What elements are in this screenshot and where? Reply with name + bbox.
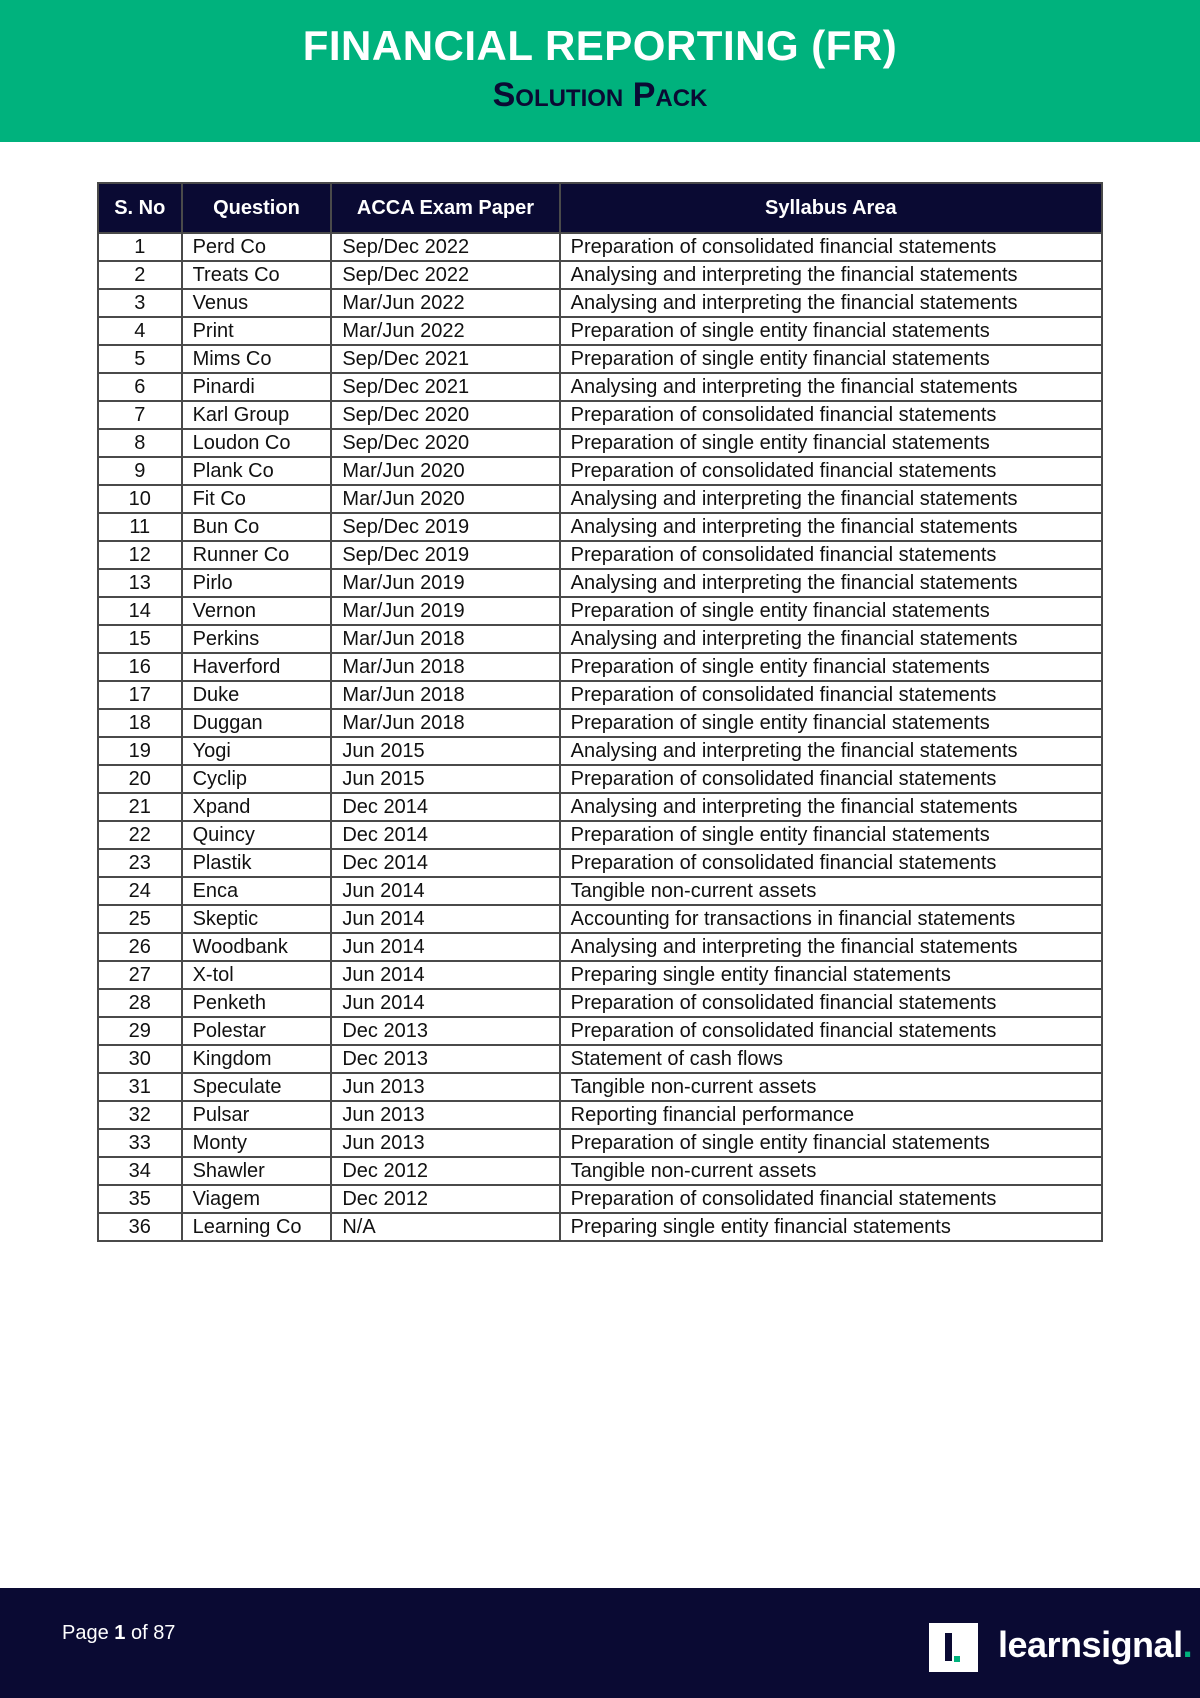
- cell-exam-paper: Jun 2015: [331, 737, 559, 765]
- page-total: 87: [153, 1622, 176, 1644]
- cell-syllabus-area: Analysing and interpreting the financial statements: [560, 373, 1102, 401]
- cell-exam-paper: Jun 2014: [331, 961, 559, 989]
- page-of: of: [125, 1622, 154, 1644]
- cell-exam-paper: Mar/Jun 2020: [331, 485, 559, 513]
- cell-exam-paper: Sep/Dec 2019: [331, 513, 559, 541]
- cell-exam-paper: Mar/Jun 2019: [331, 597, 559, 625]
- brand-logotype: [998, 1624, 1192, 1666]
- cell-exam-paper: Mar/Jun 2020: [331, 457, 559, 485]
- cell-syllabus-area: Preparation of single entity financial statements: [560, 821, 1102, 849]
- cell-question: Enca: [182, 877, 332, 905]
- cell-sno: 26: [98, 933, 182, 961]
- cell-exam-paper: Jun 2014: [331, 933, 559, 961]
- table-row: [98, 597, 1102, 625]
- table-row: [98, 737, 1102, 765]
- page-prefix: Page: [62, 1622, 115, 1644]
- table-row: [98, 261, 1102, 289]
- logo-bar: [945, 1633, 952, 1661]
- page-header: [0, 0, 1200, 142]
- cell-exam-paper: Dec 2012: [331, 1157, 559, 1185]
- cell-exam-paper: Jun 2014: [331, 905, 559, 933]
- cell-sno: 10: [98, 485, 182, 513]
- cell-question: Speculate: [182, 1073, 332, 1101]
- cell-sno: 2: [98, 261, 182, 289]
- cell-sno: 31: [98, 1073, 182, 1101]
- cell-exam-paper: Mar/Jun 2018: [331, 681, 559, 709]
- cell-sno: 14: [98, 597, 182, 625]
- table-row: [98, 401, 1102, 429]
- table-header-row: [98, 183, 1102, 233]
- cell-syllabus-area: Analysing and interpreting the financial statements: [560, 625, 1102, 653]
- table-body: [98, 233, 1102, 1241]
- cell-sno: 32: [98, 1101, 182, 1129]
- cell-question: Treats Co: [182, 261, 332, 289]
- table-row: [98, 317, 1102, 345]
- table-row: [98, 541, 1102, 569]
- cell-sno: 19: [98, 737, 182, 765]
- cell-syllabus-area: Preparation of consolidated financial statements: [560, 765, 1102, 793]
- table-row: [98, 989, 1102, 1017]
- cell-syllabus-area: Preparation of consolidated financial statements: [560, 989, 1102, 1017]
- cell-syllabus-area: Preparation of consolidated financial statements: [560, 457, 1102, 485]
- cell-question: Pirlo: [182, 569, 332, 597]
- cell-sno: 8: [98, 429, 182, 457]
- column-header-syllabus-area: Syllabus Area: [560, 183, 1102, 233]
- cell-syllabus-area: Accounting for transactions in financial statements: [560, 905, 1102, 933]
- cell-question: Perd Co: [182, 233, 332, 261]
- cell-sno: 21: [98, 793, 182, 821]
- document-subtitle: Solution Pack: [492, 76, 708, 114]
- cell-sno: 12: [98, 541, 182, 569]
- cell-syllabus-area: Preparing single entity financial statements: [560, 1213, 1102, 1241]
- cell-syllabus-area: Analysing and interpreting the financial statements: [560, 793, 1102, 821]
- table-row: [98, 1017, 1102, 1045]
- cell-question: Karl Group: [182, 401, 332, 429]
- cell-question: Duke: [182, 681, 332, 709]
- cell-exam-paper: Sep/Dec 2020: [331, 429, 559, 457]
- cell-sno: 24: [98, 877, 182, 905]
- cell-sno: 5: [98, 345, 182, 373]
- cell-exam-paper: Dec 2014: [331, 849, 559, 877]
- cell-syllabus-area: Preparation of consolidated financial statements: [560, 681, 1102, 709]
- page-number: [62, 1622, 175, 1645]
- cell-question: Skeptic: [182, 905, 332, 933]
- learnsignal-logo-icon: [929, 1623, 978, 1672]
- table-row: [98, 1213, 1102, 1241]
- table-row: [98, 345, 1102, 373]
- cell-question: Venus: [182, 289, 332, 317]
- cell-syllabus-area: Analysing and interpreting the financial statements: [560, 485, 1102, 513]
- cell-question: Duggan: [182, 709, 332, 737]
- cell-syllabus-area: Preparation of consolidated financial statements: [560, 849, 1102, 877]
- table-row: [98, 961, 1102, 989]
- cell-syllabus-area: Preparation of consolidated financial statements: [560, 1185, 1102, 1213]
- cell-sno: 34: [98, 1157, 182, 1185]
- table-row: [98, 1045, 1102, 1073]
- cell-question: Haverford: [182, 653, 332, 681]
- cell-exam-paper: Jun 2013: [331, 1101, 559, 1129]
- table-row: [98, 457, 1102, 485]
- cell-syllabus-area: Analysing and interpreting the financial statements: [560, 569, 1102, 597]
- cell-exam-paper: Mar/Jun 2019: [331, 569, 559, 597]
- cell-exam-paper: Sep/Dec 2021: [331, 345, 559, 373]
- cell-question: Bun Co: [182, 513, 332, 541]
- cell-syllabus-area: Preparation of single entity financial statements: [560, 653, 1102, 681]
- table-row: [98, 429, 1102, 457]
- cell-syllabus-area: Preparation of consolidated financial statements: [560, 1017, 1102, 1045]
- table-row: [98, 625, 1102, 653]
- cell-syllabus-area: Preparation of consolidated financial statements: [560, 233, 1102, 261]
- cell-question: Perkins: [182, 625, 332, 653]
- brand-dot: .: [1182, 1624, 1193, 1665]
- column-header-question: Question: [182, 183, 332, 233]
- cell-syllabus-area: Preparation of single entity financial statements: [560, 317, 1102, 345]
- cell-question: Runner Co: [182, 541, 332, 569]
- cell-syllabus-area: Analysing and interpreting the financial statements: [560, 933, 1102, 961]
- table-row: [98, 289, 1102, 317]
- cell-exam-paper: Sep/Dec 2021: [331, 373, 559, 401]
- cell-sno: 15: [98, 625, 182, 653]
- cell-question: Plastik: [182, 849, 332, 877]
- cell-question: Yogi: [182, 737, 332, 765]
- cell-question: Mims Co: [182, 345, 332, 373]
- cell-sno: 3: [98, 289, 182, 317]
- cell-exam-paper: Mar/Jun 2022: [331, 289, 559, 317]
- cell-question: Quincy: [182, 821, 332, 849]
- cell-syllabus-area: Preparation of consolidated financial statements: [560, 541, 1102, 569]
- cell-question: Plank Co: [182, 457, 332, 485]
- table-row: [98, 653, 1102, 681]
- cell-sno: 9: [98, 457, 182, 485]
- table-row: [98, 1101, 1102, 1129]
- cell-question: Woodbank: [182, 933, 332, 961]
- cell-sno: 29: [98, 1017, 182, 1045]
- cell-exam-paper: Mar/Jun 2022: [331, 317, 559, 345]
- cell-syllabus-area: Preparation of single entity financial statements: [560, 1129, 1102, 1157]
- page-footer: [0, 1588, 1200, 1698]
- column-header-exam-paper: ACCA Exam Paper: [331, 183, 559, 233]
- table-row: [98, 1129, 1102, 1157]
- cell-sno: 11: [98, 513, 182, 541]
- cell-exam-paper: Sep/Dec 2020: [331, 401, 559, 429]
- table-row: [98, 1073, 1102, 1101]
- cell-sno: 33: [98, 1129, 182, 1157]
- cell-question: Viagem: [182, 1185, 332, 1213]
- cell-sno: 25: [98, 905, 182, 933]
- cell-syllabus-area: Analysing and interpreting the financial statements: [560, 261, 1102, 289]
- table-row: [98, 681, 1102, 709]
- cell-exam-paper: Dec 2013: [331, 1017, 559, 1045]
- cell-question: Penketh: [182, 989, 332, 1017]
- cell-exam-paper: Dec 2013: [331, 1045, 559, 1073]
- table-row: [98, 933, 1102, 961]
- document-title: FINANCIAL REPORTING (FR): [302, 22, 898, 69]
- table-row: [98, 485, 1102, 513]
- cell-exam-paper: Mar/Jun 2018: [331, 709, 559, 737]
- cell-syllabus-area: Preparing single entity financial statements: [560, 961, 1102, 989]
- cell-sno: 20: [98, 765, 182, 793]
- cell-sno: 17: [98, 681, 182, 709]
- cell-syllabus-area: Analysing and interpreting the financial statements: [560, 737, 1102, 765]
- cell-syllabus-area: Preparation of consolidated financial statements: [560, 401, 1102, 429]
- cell-question: Pinardi: [182, 373, 332, 401]
- cell-sno: 4: [98, 317, 182, 345]
- table-row: [98, 905, 1102, 933]
- cell-exam-paper: Jun 2014: [331, 989, 559, 1017]
- cell-exam-paper: Sep/Dec 2022: [331, 233, 559, 261]
- cell-question: Polestar: [182, 1017, 332, 1045]
- cell-sno: 30: [98, 1045, 182, 1073]
- cell-sno: 13: [98, 569, 182, 597]
- cell-syllabus-area: Statement of cash flows: [560, 1045, 1102, 1073]
- cell-sno: 16: [98, 653, 182, 681]
- table-row: [98, 793, 1102, 821]
- table-row: [98, 709, 1102, 737]
- cell-syllabus-area: Tangible non-current assets: [560, 1157, 1102, 1185]
- cell-syllabus-area: Preparation of single entity financial statements: [560, 429, 1102, 457]
- table-row: [98, 765, 1102, 793]
- cell-question: Pulsar: [182, 1101, 332, 1129]
- table-row: [98, 373, 1102, 401]
- cell-syllabus-area: Tangible non-current assets: [560, 877, 1102, 905]
- cell-question: Cyclip: [182, 765, 332, 793]
- cell-sno: 1: [98, 233, 182, 261]
- cell-exam-paper: Jun 2013: [331, 1073, 559, 1101]
- table-row: [98, 1157, 1102, 1185]
- cell-sno: 35: [98, 1185, 182, 1213]
- cell-syllabus-area: Preparation of single entity financial statements: [560, 597, 1102, 625]
- cell-question: Fit Co: [182, 485, 332, 513]
- cell-question: Print: [182, 317, 332, 345]
- page-current: 1: [114, 1622, 126, 1644]
- cell-sno: 18: [98, 709, 182, 737]
- cell-question: Learning Co: [182, 1213, 332, 1241]
- table-row: [98, 1185, 1102, 1213]
- cell-question: Shawler: [182, 1157, 332, 1185]
- cell-exam-paper: Mar/Jun 2018: [331, 625, 559, 653]
- table-row: [98, 569, 1102, 597]
- cell-question: Xpand: [182, 793, 332, 821]
- cell-syllabus-area: Analysing and interpreting the financial statements: [560, 289, 1102, 317]
- solution-index-table: [97, 182, 1103, 1242]
- cell-exam-paper: Dec 2014: [331, 793, 559, 821]
- cell-syllabus-area: Reporting financial performance: [560, 1101, 1102, 1129]
- cell-exam-paper: Sep/Dec 2022: [331, 261, 559, 289]
- cell-sno: 27: [98, 961, 182, 989]
- cell-exam-paper: Mar/Jun 2018: [331, 653, 559, 681]
- cell-syllabus-area: Analysing and interpreting the financial statements: [560, 513, 1102, 541]
- cell-exam-paper: Dec 2014: [331, 821, 559, 849]
- table-row: [98, 513, 1102, 541]
- table-row: [98, 849, 1102, 877]
- table-row: [98, 233, 1102, 261]
- cell-exam-paper: Jun 2013: [331, 1129, 559, 1157]
- cell-syllabus-area: Preparation of single entity financial statements: [560, 345, 1102, 373]
- cell-syllabus-area: Preparation of single entity financial statements: [560, 709, 1102, 737]
- cell-question: Loudon Co: [182, 429, 332, 457]
- cell-sno: 7: [98, 401, 182, 429]
- table-row: [98, 821, 1102, 849]
- column-header-sno: S. No: [98, 183, 182, 233]
- cell-syllabus-area: Tangible non-current assets: [560, 1073, 1102, 1101]
- cell-sno: 23: [98, 849, 182, 877]
- cell-question: X-tol: [182, 961, 332, 989]
- table-row: [98, 877, 1102, 905]
- cell-sno: 6: [98, 373, 182, 401]
- cell-sno: 36: [98, 1213, 182, 1241]
- cell-exam-paper: Jun 2014: [331, 877, 559, 905]
- cell-exam-paper: Dec 2012: [331, 1185, 559, 1213]
- cell-exam-paper: N/A: [331, 1213, 559, 1241]
- cell-question: Kingdom: [182, 1045, 332, 1073]
- cell-question: Monty: [182, 1129, 332, 1157]
- brand-name: learnsignal: [998, 1624, 1183, 1665]
- cell-exam-paper: Jun 2015: [331, 765, 559, 793]
- cell-question: Vernon: [182, 597, 332, 625]
- logo-dot: [954, 1656, 960, 1662]
- cell-sno: 28: [98, 989, 182, 1017]
- cell-sno: 22: [98, 821, 182, 849]
- cell-exam-paper: Sep/Dec 2019: [331, 541, 559, 569]
